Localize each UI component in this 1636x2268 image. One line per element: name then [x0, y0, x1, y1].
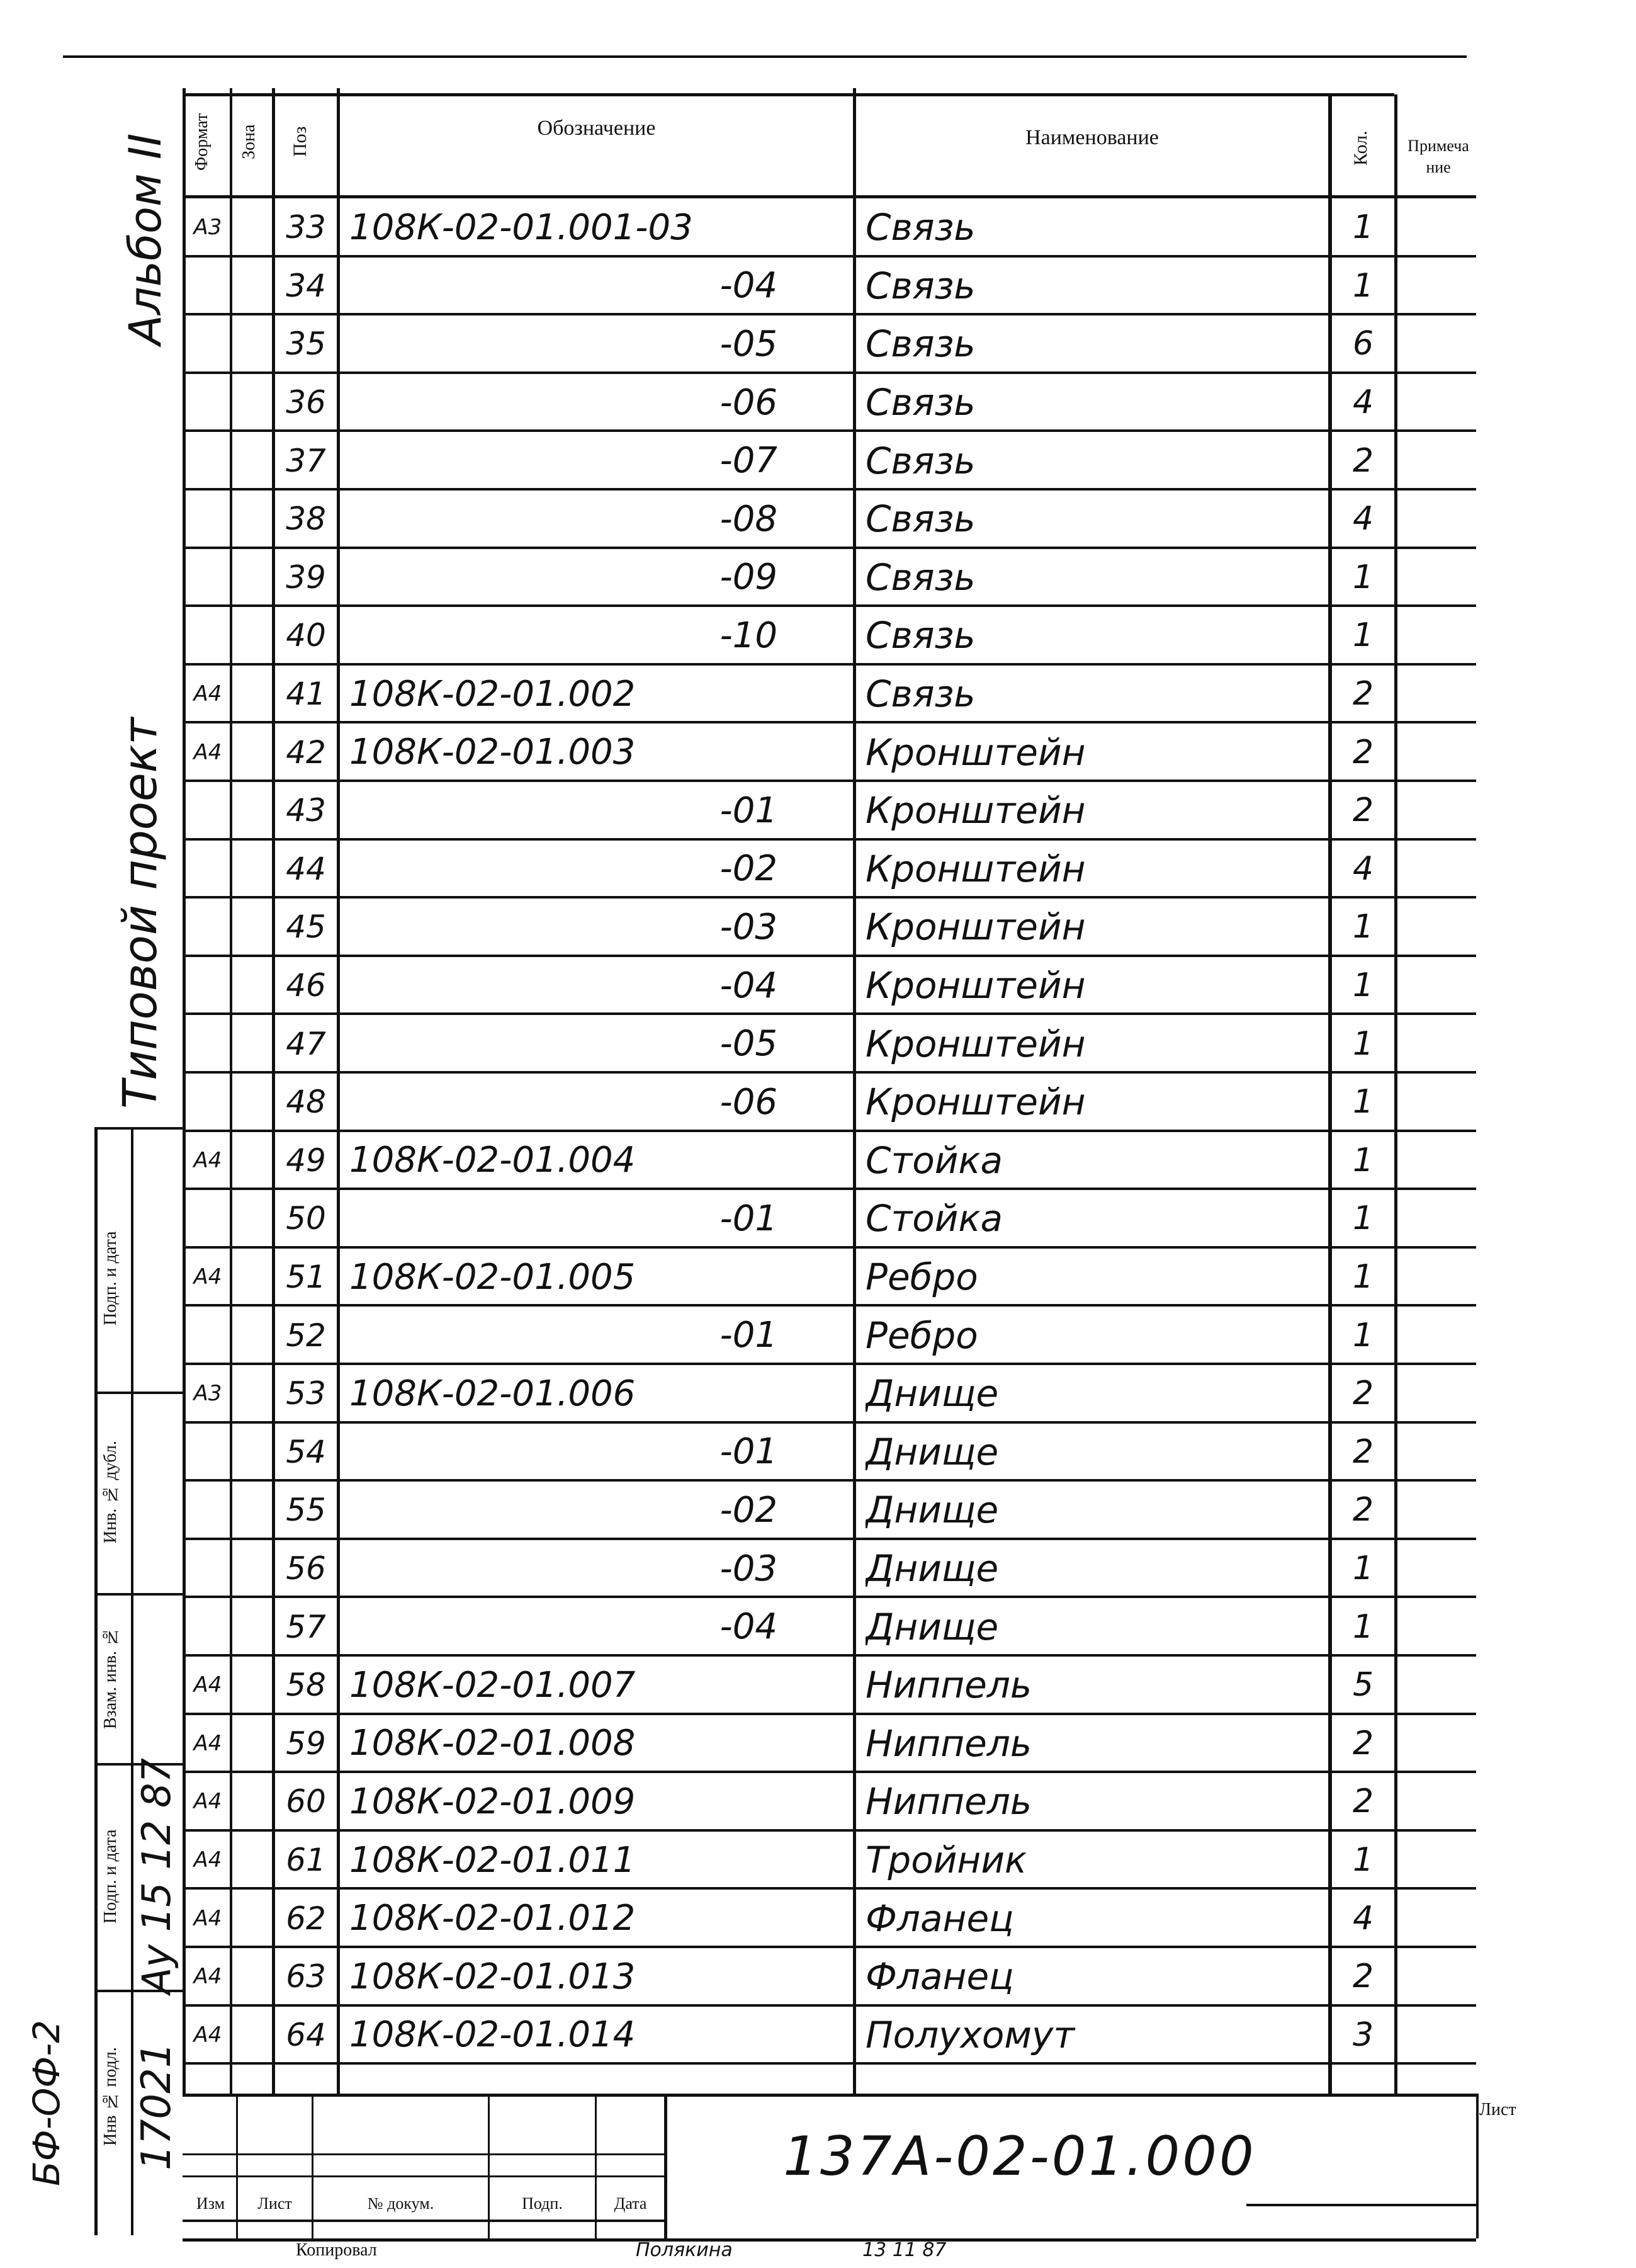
cell-name: Ниппель: [866, 1664, 1032, 1707]
cell-designation: -07: [719, 440, 777, 482]
stamp-inv-dup-label: Инв. № дубл.: [101, 1441, 120, 1544]
cell-name: Кронштейн: [866, 730, 1086, 774]
header-zone: Зона: [239, 124, 259, 159]
cell-format: [186, 1423, 229, 1482]
cell-format: [186, 606, 229, 665]
cell-pos: 43: [286, 792, 326, 829]
cell-designation: -03: [719, 1548, 777, 1589]
cell-qty: 2: [1352, 1432, 1374, 1471]
cell-qty: 1: [1352, 1316, 1374, 1354]
cell-designation: -01: [719, 1198, 777, 1239]
cell-pos: 45: [286, 909, 326, 946]
cell-designation: -01: [719, 1431, 777, 1473]
cell-pos: 38: [286, 501, 326, 538]
cell-qty: 1: [1352, 967, 1374, 1005]
cell-format: [186, 257, 229, 315]
cell-pos: 57: [286, 1608, 326, 1645]
cell-format: A3: [193, 215, 222, 241]
cell-format: [186, 840, 229, 899]
cell-name: Ниппель: [866, 1721, 1032, 1765]
cell-designation: 108К-02-01.013: [349, 1956, 636, 1997]
cell-designation: -06: [719, 1081, 777, 1123]
cell-format: A4: [193, 1730, 222, 1756]
tb-col-doc: № докум.: [367, 2194, 434, 2213]
project-code: БФ-ОФ-2: [25, 2019, 68, 2187]
cell-format: A4: [193, 1789, 222, 1815]
cell-qty: 3: [1352, 2016, 1374, 2054]
doc-number: 137А-02-01.000: [783, 2125, 1256, 2188]
cell-name: Связь: [866, 672, 976, 716]
cell-name: Связь: [866, 497, 976, 541]
cell-name: Связь: [866, 206, 976, 249]
cell-name: Кронштейн: [866, 847, 1086, 890]
cell-format: [186, 490, 229, 548]
cell-designation: -05: [719, 1023, 777, 1065]
cell-format: A4: [193, 739, 222, 765]
cell-designation: -02: [719, 1489, 777, 1531]
cell-qty: 1: [1352, 1024, 1374, 1063]
cell-designation: -05: [719, 323, 777, 365]
cell-designation: -01: [719, 790, 777, 831]
header-format: Формат: [192, 113, 212, 171]
cell-designation: 108К-02-01.004: [349, 1140, 636, 1181]
cell-designation: 108К-02-01.009: [349, 1781, 636, 1822]
cell-format: A4: [193, 2022, 222, 2048]
cell-name: Связь: [866, 322, 976, 366]
cell-format: [186, 1597, 229, 1656]
cell-qty: 1: [1352, 1083, 1374, 1121]
cell-qty: 2: [1352, 1958, 1374, 1996]
cell-format: A4: [193, 1264, 222, 1290]
tb-col-list: Лист: [257, 2194, 292, 2213]
cell-format: [186, 315, 229, 373]
cell-format: [186, 548, 229, 607]
cell-pos: 54: [286, 1433, 326, 1470]
cell-designation: 108К-02-01.005: [349, 1256, 636, 1298]
cell-name: Ребро: [866, 1313, 978, 1357]
stamp-sign-date-value: Ау 15 12 87: [133, 1758, 179, 1995]
cell-qty: 2: [1352, 441, 1374, 480]
cell-designation: 108К-02-01.014: [349, 2014, 636, 2056]
cell-qty: 4: [1352, 383, 1374, 422]
cell-designation: -09: [719, 557, 777, 598]
cell-pos: 46: [286, 967, 326, 1004]
cell-format: [186, 1073, 229, 1131]
cell-name: Связь: [866, 555, 976, 599]
copied-date: 13 11 87: [862, 2239, 947, 2261]
cell-qty: 1: [1352, 1141, 1374, 1179]
cell-designation: 108К-02-01.003: [349, 732, 636, 773]
cell-pos: 52: [286, 1317, 326, 1354]
cell-pos: 36: [286, 384, 326, 421]
cell-designation: -04: [719, 1606, 777, 1648]
cell-qty: 1: [1352, 908, 1374, 946]
header-pos: Поз: [290, 126, 310, 157]
cell-format: [186, 1189, 229, 1248]
cell-format: [186, 431, 229, 490]
cell-pos: 34: [286, 267, 326, 304]
cell-name: Кронштейн: [866, 1080, 1086, 1124]
cell-pos: 63: [286, 1958, 326, 1995]
cell-qty: 1: [1352, 1607, 1374, 1646]
cell-name: Стойка: [866, 1197, 1003, 1240]
cell-designation: 108К-02-01.007: [349, 1664, 636, 1706]
cell-name: Тройник: [866, 1839, 1027, 1882]
cell-designation: -04: [719, 265, 777, 307]
cell-pos: 41: [286, 676, 326, 713]
cell-designation: -02: [719, 848, 777, 890]
header-name: Наименование: [1025, 126, 1159, 149]
copied-name: Полякина: [636, 2239, 733, 2261]
cell-designation: 108К-02-01.012: [349, 1898, 636, 1939]
album-label: Альбом II: [120, 133, 171, 346]
cell-format: A4: [193, 1147, 222, 1173]
cell-qty: 2: [1352, 1375, 1374, 1413]
cell-name: Фланец: [866, 1897, 1014, 1940]
cell-format: [186, 1481, 229, 1539]
cell-name: Ниппель: [866, 1780, 1032, 1823]
cell-pos: 53: [286, 1375, 326, 1412]
cell-pos: 37: [286, 442, 326, 479]
stamp-inv-orig-label: Инв № подл.: [101, 2047, 120, 2146]
cell-format: A4: [193, 1672, 222, 1698]
cell-format: [186, 781, 229, 840]
cell-pos: 51: [286, 1259, 326, 1296]
cell-qty: 2: [1352, 1491, 1374, 1529]
cell-qty: 2: [1352, 733, 1374, 771]
cell-pos: 48: [286, 1084, 326, 1121]
cell-designation: 108К-02-01.011: [349, 1839, 636, 1881]
cell-designation: -04: [719, 965, 777, 1006]
cell-name: Связь: [866, 381, 976, 424]
cell-qty: 6: [1352, 325, 1374, 363]
cell-name: Стойка: [866, 1138, 1003, 1182]
cell-designation: -03: [719, 906, 777, 948]
cell-pos: 50: [286, 1200, 326, 1237]
cell-qty: 1: [1352, 616, 1374, 655]
cell-name: Фланец: [866, 1955, 1014, 1999]
cell-qty: 2: [1352, 791, 1374, 830]
cell-pos: 60: [286, 1783, 326, 1820]
stamp-sign-date2-label: Подп. и дата: [101, 1231, 120, 1325]
cell-qty: 1: [1352, 266, 1374, 305]
cell-qty: 2: [1352, 1783, 1374, 1821]
cell-pos: 47: [286, 1025, 326, 1062]
stamp-inv-orig-value: 17021: [133, 2042, 180, 2170]
tb-col-izm: Изм: [196, 2194, 225, 2213]
tb-col-sign: Подп.: [522, 2194, 563, 2213]
cell-format: [186, 1014, 229, 1073]
cell-pos: 64: [286, 2016, 326, 2053]
cell-qty: 1: [1352, 1550, 1374, 1588]
cell-designation: 108К-02-01.001-03: [349, 207, 693, 248]
cell-designation: 108К-02-01.006: [349, 1373, 636, 1414]
project-label: Типовой проект: [113, 717, 167, 1109]
cell-pos: 35: [286, 326, 326, 363]
cell-pos: 61: [286, 1842, 326, 1879]
cell-format: A4: [193, 1964, 222, 1990]
cell-name: Кронштейн: [866, 905, 1086, 949]
cell-qty: 2: [1352, 1724, 1374, 1762]
copied-label: Копировал: [296, 2240, 377, 2260]
cell-pos: 56: [286, 1550, 326, 1587]
cell-pos: 40: [286, 617, 326, 654]
cell-format: A3: [193, 1381, 222, 1407]
cell-name: Кронштейн: [866, 1022, 1086, 1065]
cell-format: A4: [193, 681, 222, 707]
cell-qty: 5: [1352, 1666, 1374, 1704]
cell-name: Днище: [866, 1430, 999, 1473]
cell-name: Днище: [866, 1547, 999, 1590]
cell-format: [186, 898, 229, 956]
cell-qty: 1: [1352, 1258, 1374, 1296]
cell-format: [186, 1539, 229, 1598]
cell-pos: 58: [286, 1667, 326, 1704]
cell-pos: 39: [286, 558, 326, 596]
cell-qty: 1: [1352, 1199, 1374, 1238]
cell-qty: 2: [1352, 675, 1374, 713]
cell-name: Кронштейн: [866, 964, 1086, 1007]
cell-designation: 108К-02-01.008: [349, 1723, 636, 1764]
cell-designation: -10: [719, 615, 777, 656]
cell-qty: 4: [1352, 1899, 1374, 1937]
cell-pos: 44: [286, 850, 326, 887]
cell-designation: 108К-02-01.002: [349, 673, 636, 715]
cell-name: Связь: [866, 439, 976, 482]
cell-qty: 1: [1352, 208, 1374, 247]
cell-pos: 42: [286, 734, 326, 771]
cell-format: A4: [193, 1847, 222, 1873]
cell-pos: 49: [286, 1142, 326, 1179]
header-note: Примеча ние: [1408, 137, 1469, 176]
cell-qty: 4: [1352, 500, 1374, 538]
tb-col-date: Дата: [614, 2194, 647, 2213]
cell-format: [186, 956, 229, 1015]
cell-name: Днище: [866, 1488, 999, 1532]
header-designation: Обозначение: [537, 116, 656, 140]
cell-designation: -08: [719, 498, 777, 540]
cell-name: Связь: [866, 614, 976, 657]
cell-pos: 55: [286, 1492, 326, 1529]
cell-designation: -01: [719, 1315, 777, 1356]
cell-qty: 1: [1352, 558, 1374, 596]
cell-format: A4: [193, 1905, 222, 1931]
cell-name: Днище: [866, 1605, 999, 1648]
cell-name: Ребро: [866, 1256, 978, 1299]
cell-pos: 62: [286, 1900, 326, 1937]
sheet-label: Лист: [1479, 2100, 1516, 2119]
header-qty: Кол.: [1350, 130, 1371, 166]
cell-name: Кронштейн: [866, 789, 1086, 832]
cell-designation: -06: [719, 382, 777, 423]
cell-pos: 33: [286, 209, 326, 246]
cell-format: [186, 1306, 229, 1364]
cell-name: Связь: [866, 264, 976, 307]
cell-format: [186, 373, 229, 432]
cell-name: Днище: [866, 1372, 999, 1415]
cell-qty: 4: [1352, 849, 1374, 888]
stamp-replace-label: Взам. инв. №: [101, 1626, 120, 1730]
cell-name: Полухомут: [866, 2013, 1075, 2056]
cell-pos: 59: [286, 1725, 326, 1762]
cell-qty: 1: [1352, 1841, 1374, 1880]
stamp-sign-date-label: Подп. и дата: [101, 1829, 120, 1924]
